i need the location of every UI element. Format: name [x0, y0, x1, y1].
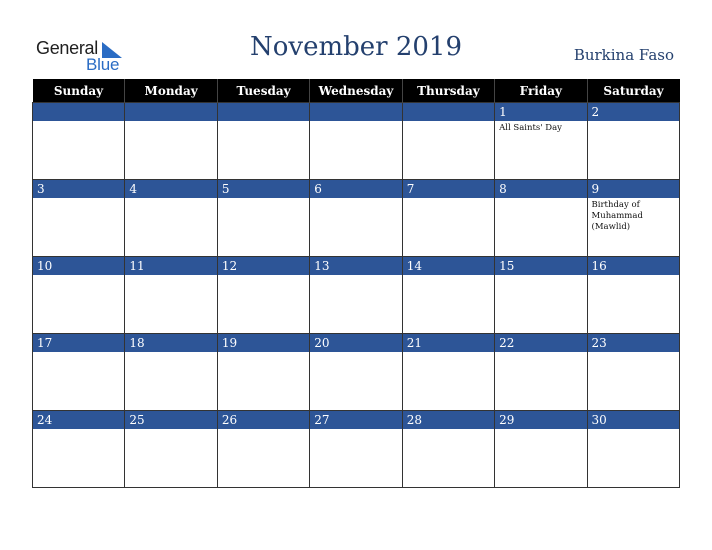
day-number: 25 — [125, 411, 216, 429]
brand-blue-text: Blue — [86, 55, 120, 74]
weekday-header: Tuesday — [217, 79, 309, 103]
day-cell[interactable] — [587, 334, 679, 411]
day-number: 3 — [33, 180, 124, 198]
day-cell[interactable] — [310, 334, 402, 411]
day-number — [403, 103, 494, 121]
day-cell[interactable] — [495, 180, 587, 257]
week-row — [33, 334, 680, 411]
day-number: 9 — [588, 180, 679, 198]
day-cell[interactable] — [402, 411, 494, 488]
day-number — [33, 103, 124, 121]
day-number: 14 — [403, 257, 494, 275]
weekday-header: Friday — [495, 79, 587, 103]
day-number: 21 — [403, 334, 494, 352]
day-cell[interactable] — [402, 334, 494, 411]
day-cell[interactable] — [587, 103, 679, 180]
day-number — [218, 103, 309, 121]
holiday-label: Birthday of Muhammad (Mawlid) — [591, 200, 643, 232]
day-number: 15 — [495, 257, 586, 275]
day-number: 18 — [125, 334, 216, 352]
day-cell[interactable] — [33, 180, 125, 257]
day-number: 29 — [495, 411, 586, 429]
day-number: 4 — [125, 180, 216, 198]
country-label: Burkina Faso — [573, 46, 674, 64]
holiday-label: All Saints' Day — [499, 123, 562, 133]
day-number: 1 — [495, 103, 586, 121]
day-cell[interactable] — [587, 257, 679, 334]
brand-general-text: General — [36, 38, 98, 58]
day-cell[interactable] — [402, 257, 494, 334]
day-number: 5 — [218, 180, 309, 198]
week-row — [33, 180, 680, 257]
day-number: 20 — [310, 334, 401, 352]
day-number: 6 — [310, 180, 401, 198]
day-number: 7 — [403, 180, 494, 198]
weekday-header: Monday — [125, 79, 217, 103]
day-cell[interactable] — [125, 334, 217, 411]
day-cell[interactable] — [587, 411, 679, 488]
day-number — [310, 103, 401, 121]
day-cell[interactable] — [33, 411, 125, 488]
day-cell[interactable] — [125, 103, 217, 180]
day-cell[interactable] — [402, 103, 494, 180]
day-number: 26 — [218, 411, 309, 429]
day-number: 2 — [588, 103, 679, 121]
day-cell[interactable] — [33, 334, 125, 411]
day-cell[interactable] — [125, 411, 217, 488]
day-cell[interactable] — [217, 334, 309, 411]
day-number: 11 — [125, 257, 216, 275]
week-row — [33, 411, 680, 488]
day-cell[interactable] — [217, 257, 309, 334]
day-cell[interactable] — [310, 180, 402, 257]
day-cell[interactable] — [310, 103, 402, 180]
day-number: 13 — [310, 257, 401, 275]
day-number: 12 — [218, 257, 309, 275]
day-number: 17 — [33, 334, 124, 352]
day-number: 22 — [495, 334, 586, 352]
day-number: 16 — [588, 257, 679, 275]
day-cell[interactable] — [495, 411, 587, 488]
day-number: 19 — [218, 334, 309, 352]
week-row — [33, 257, 680, 334]
day-number: 23 — [588, 334, 679, 352]
weekday-header: Wednesday — [310, 79, 402, 103]
day-cell[interactable] — [587, 180, 679, 257]
week-row — [33, 103, 680, 180]
weekday-header: Sunday — [33, 79, 125, 103]
day-cell[interactable] — [33, 257, 125, 334]
day-cell[interactable] — [125, 180, 217, 257]
day-cell[interactable] — [495, 257, 587, 334]
day-number: 10 — [33, 257, 124, 275]
day-cell[interactable] — [217, 411, 309, 488]
weekday-header: Thursday — [402, 79, 494, 103]
page-title: November 2019 — [249, 32, 463, 62]
calendar-grid — [32, 79, 680, 488]
weekday-header: Saturday — [587, 79, 679, 103]
day-cell[interactable] — [217, 180, 309, 257]
day-cell[interactable] — [125, 257, 217, 334]
day-cell[interactable] — [217, 103, 309, 180]
day-cell[interactable] — [495, 103, 587, 180]
day-number: 27 — [310, 411, 401, 429]
day-cell[interactable] — [402, 180, 494, 257]
day-cell[interactable] — [310, 257, 402, 334]
day-number: 24 — [33, 411, 124, 429]
day-cell[interactable] — [33, 103, 125, 180]
day-number: 8 — [495, 180, 586, 198]
day-number: 28 — [403, 411, 494, 429]
day-cell[interactable] — [495, 334, 587, 411]
day-number: 30 — [588, 411, 679, 429]
day-cell[interactable] — [310, 411, 402, 488]
weekday-header-row — [33, 79, 680, 103]
day-number — [125, 103, 216, 121]
